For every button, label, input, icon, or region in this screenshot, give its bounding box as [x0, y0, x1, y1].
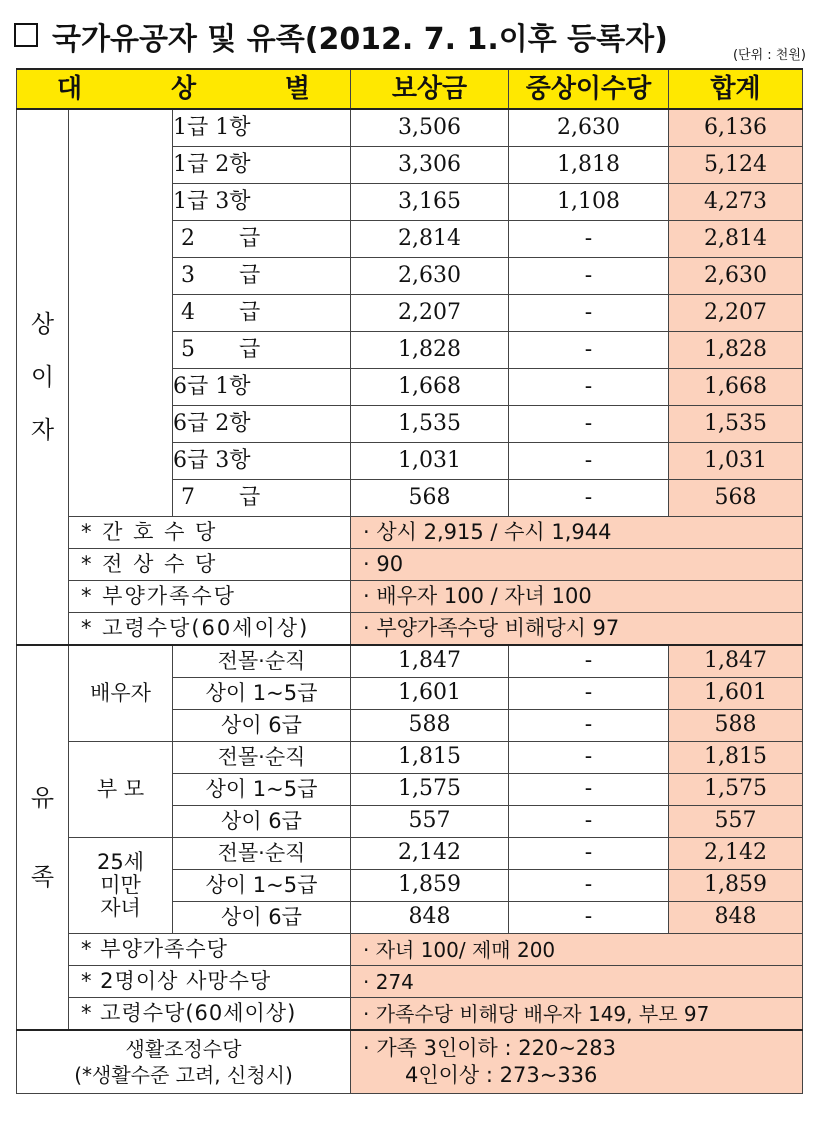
allowance-cell: - [509, 480, 669, 517]
compensation-cell: 1,535 [351, 406, 509, 443]
note-label: * 전 상 수 당 [69, 549, 351, 581]
allowance-cell: - [509, 645, 669, 678]
type-cell: 전몰·순직 [173, 838, 351, 870]
header-compensation: 보상금 [351, 69, 509, 109]
note-value: · 부양가족수당 비해당시 97 [351, 613, 803, 646]
allowance-cell: - [509, 742, 669, 774]
unit-label: (단위 : 천원) [732, 48, 806, 63]
total-cell: 557 [669, 806, 803, 838]
note-row [17, 613, 803, 646]
total-cell: 2,142 [669, 838, 803, 870]
note-value: · 상시 2,915 / 수시 1,944 [351, 517, 803, 549]
note-label: * 2명이상 사망수당 [69, 966, 351, 998]
total-cell: 6,136 [669, 109, 803, 147]
total-cell: 5,124 [669, 147, 803, 184]
compensation-cell: 557 [351, 806, 509, 838]
group-label: 부 모 [69, 742, 173, 838]
allowance-cell: - [509, 295, 669, 332]
type-cell: 상이 6급 [173, 902, 351, 934]
grade-cell: 1급 2항 [173, 147, 351, 184]
allowance-cell: - [509, 678, 669, 710]
compensation-cell: 2,814 [351, 221, 509, 258]
allowance-cell: - [509, 838, 669, 870]
allowance-cell: - [509, 258, 669, 295]
note-value: · 가족수당 비해당 배우자 149, 부모 97 [351, 998, 803, 1031]
allowance-cell: - [509, 806, 669, 838]
compensation-cell: 2,630 [351, 258, 509, 295]
page-title: 국가유공자 및 유족(2012. 7. 1.이후 등록자) [14, 14, 668, 58]
compensation-cell: 1,815 [351, 742, 509, 774]
note-row [17, 581, 803, 613]
table-row [17, 109, 803, 147]
allowance-cell: - [509, 332, 669, 369]
total-cell: 1,535 [669, 406, 803, 443]
compensation-cell: 1,847 [351, 645, 509, 678]
allowance-cell: 2,630 [509, 109, 669, 147]
compensation-cell: 588 [351, 710, 509, 742]
note-label: * 부양가족수당 [69, 934, 351, 966]
spacer-cell [69, 109, 173, 517]
compensation-cell: 3,306 [351, 147, 509, 184]
total-cell: 1,668 [669, 369, 803, 406]
type-cell: 상이 1~5급 [173, 678, 351, 710]
total-cell: 2,207 [669, 295, 803, 332]
total-cell: 1,815 [669, 742, 803, 774]
allowance-cell: 1,108 [509, 184, 669, 221]
note-label: * 간 호 수 당 [69, 517, 351, 549]
note-value: · 배우자 100 / 자녀 100 [351, 581, 803, 613]
total-cell: 2,814 [669, 221, 803, 258]
total-cell: 1,828 [669, 332, 803, 369]
note-value: · 274 [351, 966, 803, 998]
group-label: 25세 미만 자녀 [69, 838, 173, 934]
type-cell: 전몰·순직 [173, 645, 351, 678]
allowance-cell: - [509, 221, 669, 258]
note-row [17, 549, 803, 581]
total-cell: 1,575 [669, 774, 803, 806]
total-cell: 4,273 [669, 184, 803, 221]
compensation-cell: 3,165 [351, 184, 509, 221]
note-row [17, 934, 803, 966]
compensation-cell: 3,506 [351, 109, 509, 147]
type-cell: 상이 6급 [173, 710, 351, 742]
grade-cell: 7 급 [173, 480, 351, 517]
compensation-cell: 1,668 [351, 369, 509, 406]
compensation-cell: 1,859 [351, 870, 509, 902]
total-cell: 588 [669, 710, 803, 742]
note-row [17, 998, 803, 1031]
allowance-cell: - [509, 774, 669, 806]
allowance-cell: 1,818 [509, 147, 669, 184]
note-row [17, 966, 803, 998]
type-cell: 상이 1~5급 [173, 870, 351, 902]
note-value: · 자녀 100/ 제매 200 [351, 934, 803, 966]
total-cell: 1,031 [669, 443, 803, 480]
total-cell: 1,859 [669, 870, 803, 902]
grade-cell: 6급 2항 [173, 406, 351, 443]
allowance-cell: - [509, 369, 669, 406]
header-row [17, 69, 803, 109]
living-allowance-value: · 가족 3인이하 : 220~283 4인이상 : 273~336 [351, 1030, 803, 1094]
header-injury-allowance: 중상이수당 [509, 69, 669, 109]
grade-cell: 6급 3항 [173, 443, 351, 480]
note-row [17, 517, 803, 549]
total-cell: 1,847 [669, 645, 803, 678]
grade-cell: 1급 1항 [173, 109, 351, 147]
total-cell: 2,630 [669, 258, 803, 295]
compensation-cell: 1,601 [351, 678, 509, 710]
checkbox-square-icon [14, 23, 38, 47]
note-label: * 부양가족수당 [69, 581, 351, 613]
type-cell: 전몰·순직 [173, 742, 351, 774]
grade-cell: 4 급 [173, 295, 351, 332]
table-row [17, 838, 803, 870]
type-cell: 상이 6급 [173, 806, 351, 838]
total-cell: 1,601 [669, 678, 803, 710]
compensation-cell: 2,207 [351, 295, 509, 332]
note-value: · 90 [351, 549, 803, 581]
allowance-cell: - [509, 902, 669, 934]
header-total: 합계 [669, 69, 803, 109]
allowance-cell: - [509, 710, 669, 742]
allowance-cell: - [509, 443, 669, 480]
compensation-cell: 2,142 [351, 838, 509, 870]
compensation-cell: 848 [351, 902, 509, 934]
group-label: 배우자 [69, 645, 173, 742]
table-row [17, 645, 803, 678]
allowance-cell: - [509, 870, 669, 902]
living-allowance-row [17, 1030, 803, 1094]
total-cell: 848 [669, 902, 803, 934]
compensation-cell: 1,828 [351, 332, 509, 369]
note-label: * 고령수당(60세이상) [69, 613, 351, 646]
note-label: * 고령수당(60세이상) [69, 998, 351, 1031]
header-category: 대 상 별 [17, 69, 351, 109]
grade-cell: 3 급 [173, 258, 351, 295]
grade-cell: 1급 3항 [173, 184, 351, 221]
allowance-cell: - [509, 406, 669, 443]
compensation-cell: 1,575 [351, 774, 509, 806]
living-allowance-label: 생활조정수당 (*생활수준 고려, 신청시) [17, 1030, 351, 1094]
grade-cell: 6급 1항 [173, 369, 351, 406]
compensation-cell: 1,031 [351, 443, 509, 480]
table-row [17, 742, 803, 774]
type-cell: 상이 1~5급 [173, 774, 351, 806]
section-label-bereaved: 유 족 [17, 645, 69, 1030]
compensation-cell: 568 [351, 480, 509, 517]
compensation-table [16, 68, 803, 1094]
grade-cell: 2 급 [173, 221, 351, 258]
section-label-injured: 상 이 자 [17, 109, 69, 645]
total-cell: 568 [669, 480, 803, 517]
grade-cell: 5 급 [173, 332, 351, 369]
